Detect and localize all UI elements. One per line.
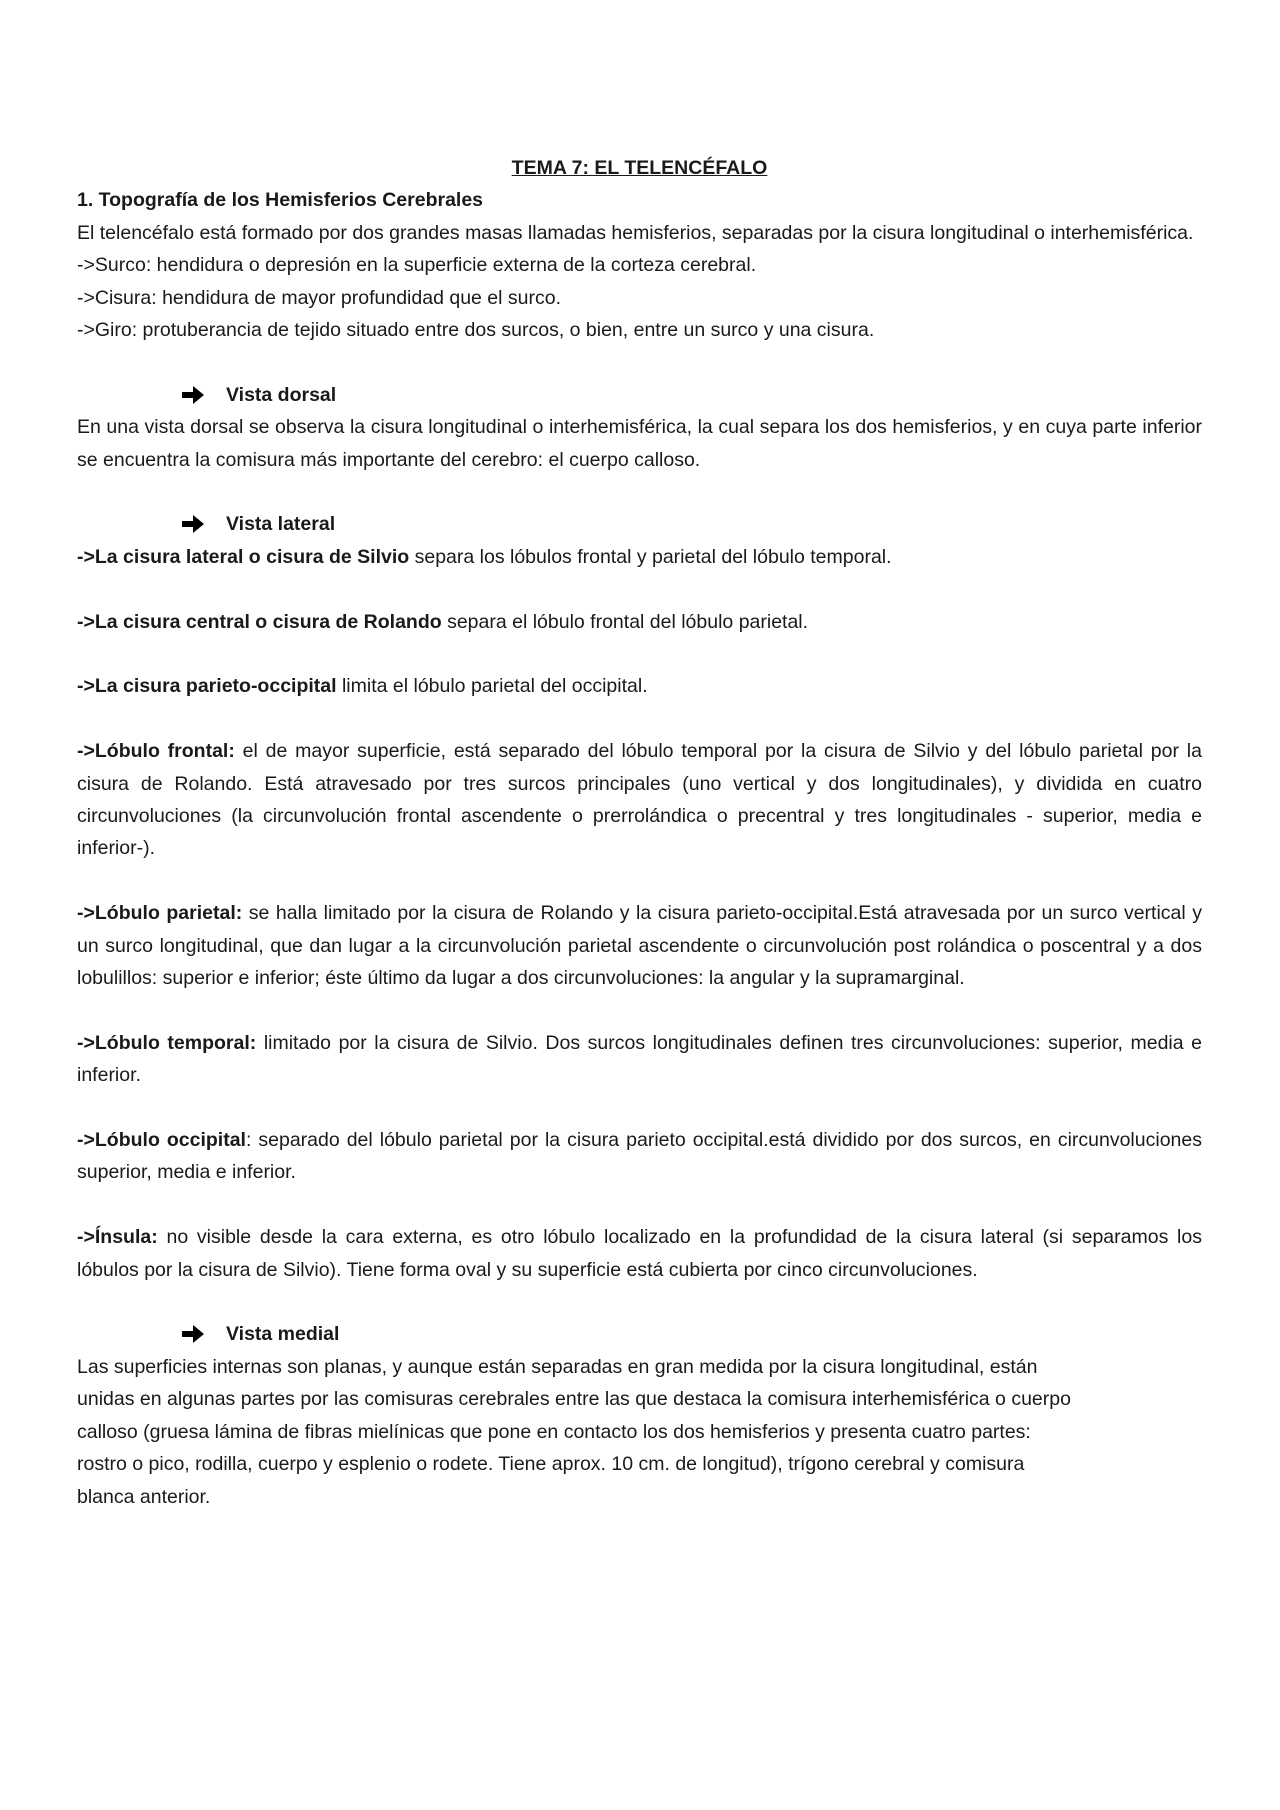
description: se halla limitado por la cisura de Rolando y la cisura parieto-occipital.Está atravesada por un surco vertical y un surco longitudinal, que dan lugar a la circunvolución parietal ascendente o circunvolución post rolándica o poscentral y a dos lobulillos: superior e inferior; éste último da lugar a dos circunvoluciones: la angular y la supramarginal. [77,902,1202,990]
intro-paragraph: El telencéfalo está formado por dos grandes masas llamadas hemisferios, separadas por la cisura longitudinal o interhemisférica. [77,221,1194,244]
term: ->Ínsula: [77,1226,158,1249]
term: ->La cisura lateral o cisura de Silvio [77,545,410,568]
subheading-label: Vista medial [226,1323,340,1346]
spacer [77,1189,1202,1221]
document-title: TEMA 7: EL TELENCÉFALO [511,157,768,179]
term: ->Lóbulo occipital [77,1129,246,1152]
subheading-label: Vista dorsal [226,383,337,406]
spacer [77,346,1202,378]
lateral-item-lobulo-parietal [77,897,1202,994]
text-line: blanca anterior. [77,1485,211,1508]
lateral-item-silvio [77,541,1202,573]
description: limitado por la cisura de Silvio. Dos surcos longitudinales definen tres circunvoluciones: superior, media e inferior. [77,1031,1202,1087]
description: : separado del lóbulo parietal por la cisura parieto occipital.está dividido por dos surcos, en circunvoluciones superior, media e inferior. [77,1129,1202,1184]
term: ->Lóbulo parietal: [77,902,243,925]
term: ->Lóbulo frontal: [77,740,235,763]
text-line: unidas en algunas partes por las comisuras cerebrales entre las que destaca la comisura interhemisférica o cuerpo [77,1388,1071,1411]
description: limita el lóbulo parietal del occipital. [336,675,648,698]
section-heading: 1. Topografía de los Hemisferios Cerebrales [77,189,484,212]
term: ->La cisura parieto-occipital [77,675,337,698]
document-page [77,152,1202,1513]
spacer [77,865,1202,897]
definition-giro: ->Giro: protuberancia de tejido situado entre dos surcos, o bien, entre un surco y una cisura. [77,319,875,342]
subheading-vista-dorsal [77,379,1202,411]
lateral-item-rolando [77,606,1202,638]
description: no visible desde la cara externa, es otro lóbulo localizado en la profundidad de la cisura lateral (si separamos los lóbulos por la cisura de Silvio). Tiene forma oval y su superficie está cubierta por cinco circunvoluciones. [77,1226,1202,1281]
definition-cisura: ->Cisura: hendidura de mayor profundidad que el surco. [77,286,561,309]
description: separa los lóbulos frontal y parietal del lóbulo temporal. [409,545,892,568]
spacer [77,573,1202,605]
description: separa el lóbulo frontal del lóbulo parietal. [441,610,809,633]
arrow-right-icon [182,379,212,411]
subheading-vista-lateral [77,508,1202,540]
text-line: calloso (gruesa lámina de fibras mielínicas que pone en contacto los dos hemisferios y presenta cuatro partes: [77,1420,1031,1443]
description: el de mayor superficie, está separado del lóbulo temporal por la cisura de Silvio y del lóbulo parietal por la cisura de Rolando. Está atravesado por tres surcos principales (uno vertical y dos longitudinales), y dividida en cuatro circunvoluciones (la circunvolución frontal ascendente o prerrolándica o precentral y tres longitudinales - superior, media e inferior-). [77,740,1202,860]
term: ->La cisura central o cisura de Rolando [77,610,442,633]
spacer [77,703,1202,735]
lateral-item-lobulo-frontal [77,735,1202,865]
definition-surco: ->Surco: hendidura o depresión en la superficie externa de la corteza cerebral. [77,254,757,277]
spacer [77,994,1202,1026]
spacer [77,476,1202,508]
subheading-vista-medial [77,1318,1202,1350]
dorsal-paragraph: En una vista dorsal se observa la cisura longitudinal o interhemisférica, la cual separa los dos hemisferios, y en cuya parte inferior se encuentra la comisura más importante del cerebro: el cuerpo calloso. [77,416,1202,471]
lateral-item-parieto-occipital [77,670,1202,702]
lateral-item-lobulo-temporal [77,1027,1202,1092]
arrow-right-icon [182,1318,212,1350]
subheading-label: Vista lateral [226,513,336,536]
term: ->Lóbulo temporal: [77,1031,257,1054]
spacer [77,638,1202,670]
lateral-item-lobulo-occipital [77,1124,1202,1189]
lateral-item-insula [77,1221,1202,1286]
arrow-right-icon [182,508,212,540]
text-line: Las superficies internas son planas, y aunque están separadas en gran medida por la cisura longitudinal, están [77,1355,1038,1378]
text-line: rostro o pico, rodilla, cuerpo y esplenio o rodete. Tiene aprox. 10 cm. de longitud), trígono cerebral y comisura [77,1453,1025,1476]
spacer [77,1286,1202,1318]
spacer [77,1092,1202,1124]
medial-paragraph [77,1351,1202,1513]
